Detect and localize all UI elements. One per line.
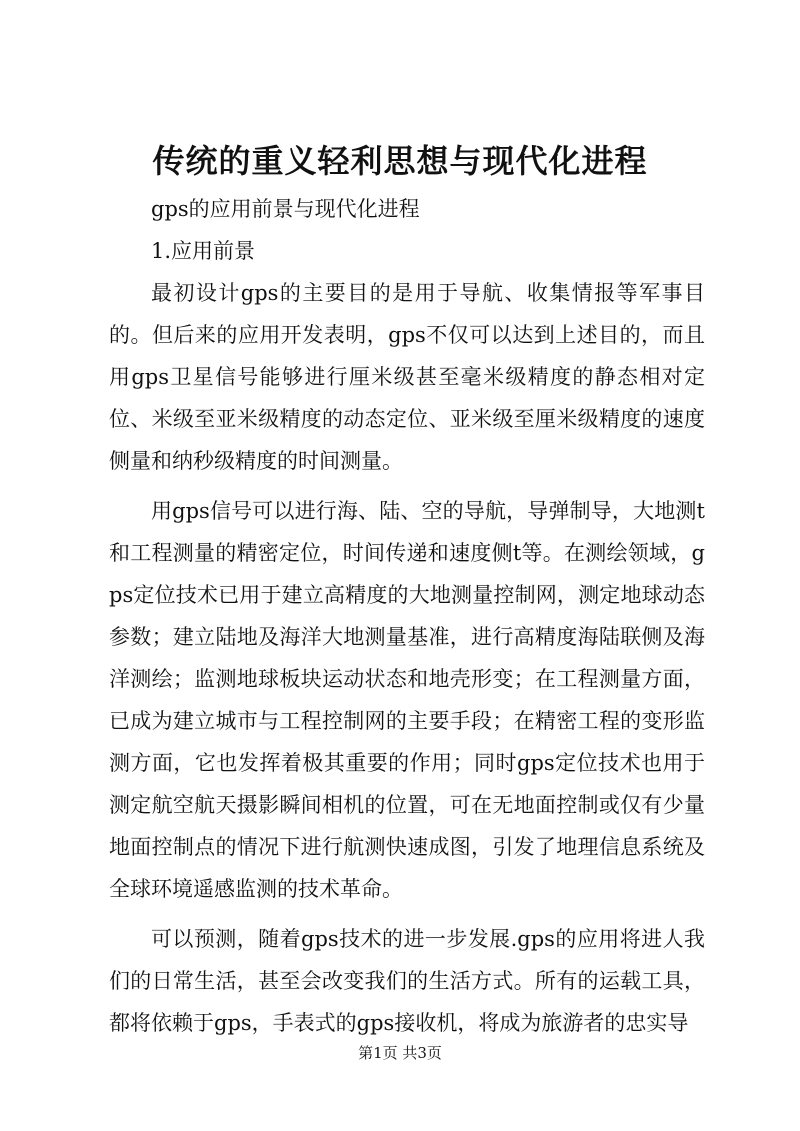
document-title: 传统的重义轻利思想与现代化进程 <box>152 142 648 180</box>
subtitle-paragraph: gps的应用前景与现代化进程 <box>151 197 420 221</box>
section-heading: 1.应用前景 <box>151 239 256 263</box>
body-paragraph: 可以预测，随着gps技术的进一步发展.gps的应用将进人我们的日常生活，甚至会改变我们的生活方式。所有的运载工具，都将依赖于gps，手表式的gps接收机，将成为旅游者的忠实导 <box>109 927 705 1035</box>
page-footer: 第1页 共3页 <box>358 1044 442 1062</box>
body-paragraph: 用gps信号可以进行海、陆、空的导航，导弹制导，大地测t和工程测量的精密定位，时间传递和速度侧t等。在测绘领域，gps定位技术已用于建立高精度的大地测量控制网，测定地球动态参数；建立陆地及海洋大地测量基准，进行高精度海陆联侧及海洋测绘；监测地球板块运动状态和地壳形变；在工程测量方面，已成为建立城市与工程控制网的主要手段；在精密工程的变形监测方面，它也发挥着极其重要的作用；同时gps定位技术也用于测定航空航天摄影瞬间相机的位置，可在无地面控制或仅有少量地面控制点的情况下进行航测快速成图，引发了地理信息系统及全球环境遥感监测的技术革命。 <box>109 499 705 901</box>
body-paragraph: 最初设计gps的主要目的是用于导航、收集情报等军事目的。但后来的应用开发表明，gps不仅可以达到上述目的，而且用gps卫星信号能够进行厘米级甚至毫米级精度的静态相对定位、米级至亚米级精度的动态定位、亚米级至厘米级精度的速度侧量和纳秒级精度的时间测量。 <box>109 281 705 473</box>
document-body <box>109 188 705 1044</box>
